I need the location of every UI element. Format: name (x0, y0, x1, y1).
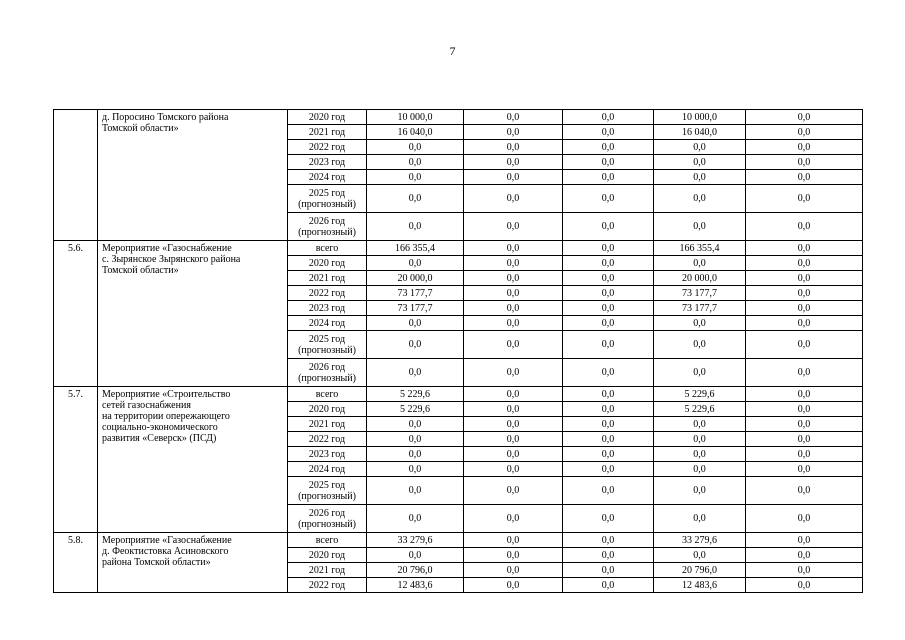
value-cell: 0,0 (563, 241, 654, 256)
value-cell: 10 000,0 (654, 110, 746, 125)
period-label: 2020 год (308, 549, 346, 561)
period-cell (288, 432, 367, 447)
period-label: 2022 год (308, 141, 346, 153)
value-cell: 0,0 (464, 359, 563, 387)
value-cell: 0,0 (563, 387, 654, 402)
value-cell: 0,0 (746, 286, 863, 301)
page-number: 7 (449, 44, 456, 58)
value-cell: 0,0 (746, 241, 863, 256)
value-cell: 0,0 (654, 213, 746, 241)
table-row (54, 387, 863, 402)
value-cell: 0,0 (464, 286, 563, 301)
table-body (54, 110, 863, 593)
value-cell: 5 229,6 (367, 387, 464, 402)
value-cell: 0,0 (563, 286, 654, 301)
value-cell: 0,0 (464, 563, 563, 578)
value-cell: 0,0 (563, 359, 654, 387)
value-cell: 0,0 (464, 316, 563, 331)
period-label: 2023 год (308, 156, 346, 168)
period-label: всего (315, 388, 339, 400)
value-cell: 0,0 (746, 140, 863, 155)
value-cell: 0,0 (654, 505, 746, 533)
period-label: (прогнозный) (298, 226, 356, 238)
table-row (54, 110, 863, 125)
value-cell: 0,0 (746, 256, 863, 271)
value-cell: 0,0 (746, 402, 863, 417)
value-cell: 20 796,0 (367, 563, 464, 578)
value-cell: 0,0 (654, 170, 746, 185)
value-cell: 0,0 (464, 241, 563, 256)
value-cell: 73 177,7 (367, 286, 464, 301)
measure-name-line: социально-экономического (102, 422, 218, 433)
value-cell: 0,0 (746, 563, 863, 578)
value-cell: 166 355,4 (654, 241, 746, 256)
value-cell: 0,0 (654, 432, 746, 447)
period-label: (прогнозный) (298, 198, 356, 210)
value-cell: 73 177,7 (367, 301, 464, 316)
measure-name (98, 387, 288, 533)
funding-table (53, 109, 863, 593)
value-cell: 20 000,0 (654, 271, 746, 286)
period-cell (288, 533, 367, 548)
value-cell: 0,0 (367, 548, 464, 563)
value-cell: 0,0 (746, 185, 863, 213)
value-cell: 0,0 (563, 462, 654, 477)
value-cell: 0,0 (464, 256, 563, 271)
value-cell: 0,0 (563, 213, 654, 241)
value-cell: 0,0 (563, 548, 654, 563)
value-cell: 0,0 (746, 271, 863, 286)
period-label: всего (315, 534, 339, 546)
value-cell: 0,0 (563, 170, 654, 185)
item-number (54, 110, 98, 241)
measure-name (98, 533, 288, 593)
value-cell: 0,0 (563, 316, 654, 331)
value-cell: 0,0 (563, 477, 654, 505)
value-cell: 20 796,0 (654, 563, 746, 578)
value-cell: 16 040,0 (654, 125, 746, 140)
period-label: 2025 год (308, 187, 346, 199)
value-cell: 0,0 (746, 331, 863, 359)
value-cell: 0,0 (367, 316, 464, 331)
period-label: 2026 год (308, 215, 346, 227)
value-cell: 0,0 (746, 477, 863, 505)
table-row (54, 241, 863, 256)
period-cell (288, 286, 367, 301)
value-cell: 0,0 (563, 125, 654, 140)
value-cell: 33 279,6 (654, 533, 746, 548)
value-cell: 0,0 (464, 213, 563, 241)
value-cell: 0,0 (464, 432, 563, 447)
period-label: 2021 год (308, 272, 346, 284)
value-cell: 0,0 (654, 155, 746, 170)
period-cell (288, 447, 367, 462)
value-cell: 0,0 (563, 533, 654, 548)
period-cell (288, 387, 367, 402)
value-cell: 0,0 (464, 185, 563, 213)
value-cell: 0,0 (563, 140, 654, 155)
value-cell: 0,0 (746, 578, 863, 593)
value-cell: 0,0 (563, 331, 654, 359)
period-cell (288, 359, 367, 387)
period-cell (288, 155, 367, 170)
value-cell: 0,0 (746, 316, 863, 331)
measure-name-line: Мероприятие «Газоснабжение (102, 535, 232, 546)
measure-name-line: района Томской области» (102, 557, 211, 568)
value-cell: 0,0 (746, 125, 863, 140)
value-cell: 0,0 (367, 359, 464, 387)
period-cell (288, 477, 367, 505)
value-cell: 73 177,7 (654, 286, 746, 301)
value-cell: 0,0 (464, 140, 563, 155)
period-cell (288, 548, 367, 563)
value-cell: 10 000,0 (367, 110, 464, 125)
value-cell: 0,0 (563, 578, 654, 593)
value-cell: 0,0 (746, 359, 863, 387)
period-label: 2022 год (308, 287, 346, 299)
value-cell: 0,0 (367, 447, 464, 462)
period-label: 2023 год (308, 448, 346, 460)
item-number: 5.6. (54, 241, 98, 387)
period-label: 2024 год (308, 463, 346, 475)
value-cell: 0,0 (464, 110, 563, 125)
value-cell: 73 177,7 (654, 301, 746, 316)
period-cell (288, 271, 367, 286)
period-cell (288, 402, 367, 417)
value-cell: 0,0 (464, 301, 563, 316)
value-cell: 5 229,6 (654, 387, 746, 402)
period-cell (288, 301, 367, 316)
value-cell: 0,0 (746, 213, 863, 241)
period-label: 2022 год (308, 433, 346, 445)
value-cell: 0,0 (563, 185, 654, 213)
value-cell: 0,0 (367, 155, 464, 170)
period-cell (288, 241, 367, 256)
period-cell (288, 331, 367, 359)
period-label: 2026 год (308, 361, 346, 373)
value-cell: 0,0 (464, 125, 563, 140)
value-cell: 0,0 (654, 447, 746, 462)
value-cell: 0,0 (654, 185, 746, 213)
value-cell: 0,0 (563, 505, 654, 533)
value-cell: 0,0 (464, 402, 563, 417)
period-cell (288, 256, 367, 271)
value-cell: 0,0 (746, 462, 863, 477)
measure-name-line: сетей газоснабжения (102, 400, 191, 411)
value-cell: 0,0 (563, 402, 654, 417)
value-cell: 0,0 (367, 213, 464, 241)
value-cell: 0,0 (464, 271, 563, 286)
value-cell: 0,0 (746, 432, 863, 447)
measure-name-line: с. Зырянское Зырянского района (102, 254, 241, 265)
measure-name-line: Мероприятие «Газоснабжение (102, 243, 232, 254)
measure-name (98, 241, 288, 387)
value-cell: 0,0 (746, 170, 863, 185)
period-cell (288, 125, 367, 140)
period-label: 2024 год (308, 317, 346, 329)
period-label: всего (315, 242, 339, 254)
value-cell: 0,0 (464, 578, 563, 593)
period-cell (288, 462, 367, 477)
value-cell: 0,0 (746, 447, 863, 462)
measure-name-line: на территории опережающего (102, 411, 230, 422)
period-label: 2025 год (308, 333, 346, 345)
period-label: 2022 год (308, 579, 346, 591)
measure-name-line: д. Поросино Томского района (102, 112, 229, 123)
period-cell (288, 578, 367, 593)
value-cell: 0,0 (746, 387, 863, 402)
value-cell: 0,0 (654, 140, 746, 155)
period-label: (прогнозный) (298, 490, 356, 502)
period-cell (288, 563, 367, 578)
period-label: (прогнозный) (298, 372, 356, 384)
measure-name (98, 110, 288, 241)
value-cell: 0,0 (464, 387, 563, 402)
value-cell: 0,0 (367, 331, 464, 359)
value-cell: 0,0 (464, 447, 563, 462)
value-cell: 0,0 (654, 256, 746, 271)
value-cell: 12 483,6 (367, 578, 464, 593)
period-cell (288, 110, 367, 125)
value-cell: 0,0 (563, 256, 654, 271)
period-cell (288, 213, 367, 241)
value-cell: 0,0 (464, 462, 563, 477)
period-label: 2020 год (308, 257, 346, 269)
value-cell: 0,0 (746, 505, 863, 533)
period-cell (288, 170, 367, 185)
value-cell: 12 483,6 (654, 578, 746, 593)
value-cell: 0,0 (746, 417, 863, 432)
value-cell: 16 040,0 (367, 125, 464, 140)
period-label: 2023 год (308, 302, 346, 314)
period-cell (288, 185, 367, 213)
value-cell: 0,0 (654, 316, 746, 331)
period-label: (прогнозный) (298, 344, 356, 356)
value-cell: 0,0 (367, 185, 464, 213)
period-cell (288, 140, 367, 155)
value-cell: 0,0 (367, 256, 464, 271)
period-label: 2026 год (308, 507, 346, 519)
measure-name-line: развития «Северск» (ПСД) (102, 433, 217, 444)
value-cell: 20 000,0 (367, 271, 464, 286)
period-cell (288, 505, 367, 533)
value-cell: 0,0 (464, 155, 563, 170)
period-label: 2020 год (308, 403, 346, 415)
item-number: 5.7. (54, 387, 98, 533)
measure-name-line: Томской области» (102, 265, 179, 276)
value-cell: 0,0 (654, 462, 746, 477)
value-cell: 0,0 (367, 140, 464, 155)
value-cell: 0,0 (563, 432, 654, 447)
value-cell: 0,0 (746, 548, 863, 563)
period-label: 2020 год (308, 111, 346, 123)
value-cell: 0,0 (464, 170, 563, 185)
period-label: (прогнозный) (298, 518, 356, 530)
value-cell: 0,0 (464, 417, 563, 432)
value-cell: 0,0 (367, 505, 464, 533)
period-cell (288, 417, 367, 432)
value-cell: 0,0 (367, 417, 464, 432)
value-cell: 0,0 (563, 110, 654, 125)
value-cell: 0,0 (563, 301, 654, 316)
value-cell: 0,0 (654, 359, 746, 387)
value-cell: 166 355,4 (367, 241, 464, 256)
value-cell: 33 279,6 (367, 533, 464, 548)
value-cell: 0,0 (367, 477, 464, 505)
period-label: 2021 год (308, 418, 346, 430)
period-label: 2021 год (308, 126, 346, 138)
period-label: 2024 год (308, 171, 346, 183)
value-cell: 0,0 (746, 533, 863, 548)
value-cell: 0,0 (464, 477, 563, 505)
value-cell: 0,0 (563, 417, 654, 432)
value-cell: 0,0 (563, 447, 654, 462)
value-cell: 5 229,6 (367, 402, 464, 417)
period-label: 2021 год (308, 564, 346, 576)
value-cell: 0,0 (367, 462, 464, 477)
value-cell: 0,0 (464, 331, 563, 359)
value-cell: 0,0 (654, 477, 746, 505)
value-cell: 0,0 (654, 548, 746, 563)
measure-name-line: д. Феоктистовка Асиновского (102, 546, 229, 557)
value-cell: 0,0 (746, 155, 863, 170)
value-cell: 0,0 (464, 505, 563, 533)
value-cell: 0,0 (746, 301, 863, 316)
value-cell: 0,0 (464, 533, 563, 548)
period-label: 2025 год (308, 479, 346, 491)
value-cell: 0,0 (367, 170, 464, 185)
measure-name-line: Мероприятие «Строительство (102, 389, 231, 400)
value-cell: 0,0 (464, 548, 563, 563)
value-cell: 0,0 (563, 155, 654, 170)
value-cell: 0,0 (563, 271, 654, 286)
value-cell: 5 229,6 (654, 402, 746, 417)
value-cell: 0,0 (367, 432, 464, 447)
period-cell (288, 316, 367, 331)
value-cell: 0,0 (654, 331, 746, 359)
value-cell: 0,0 (746, 110, 863, 125)
measure-name-line: Томской области» (102, 123, 179, 134)
value-cell: 0,0 (563, 563, 654, 578)
item-number: 5.8. (54, 533, 98, 593)
value-cell: 0,0 (654, 417, 746, 432)
table-row (54, 533, 863, 548)
